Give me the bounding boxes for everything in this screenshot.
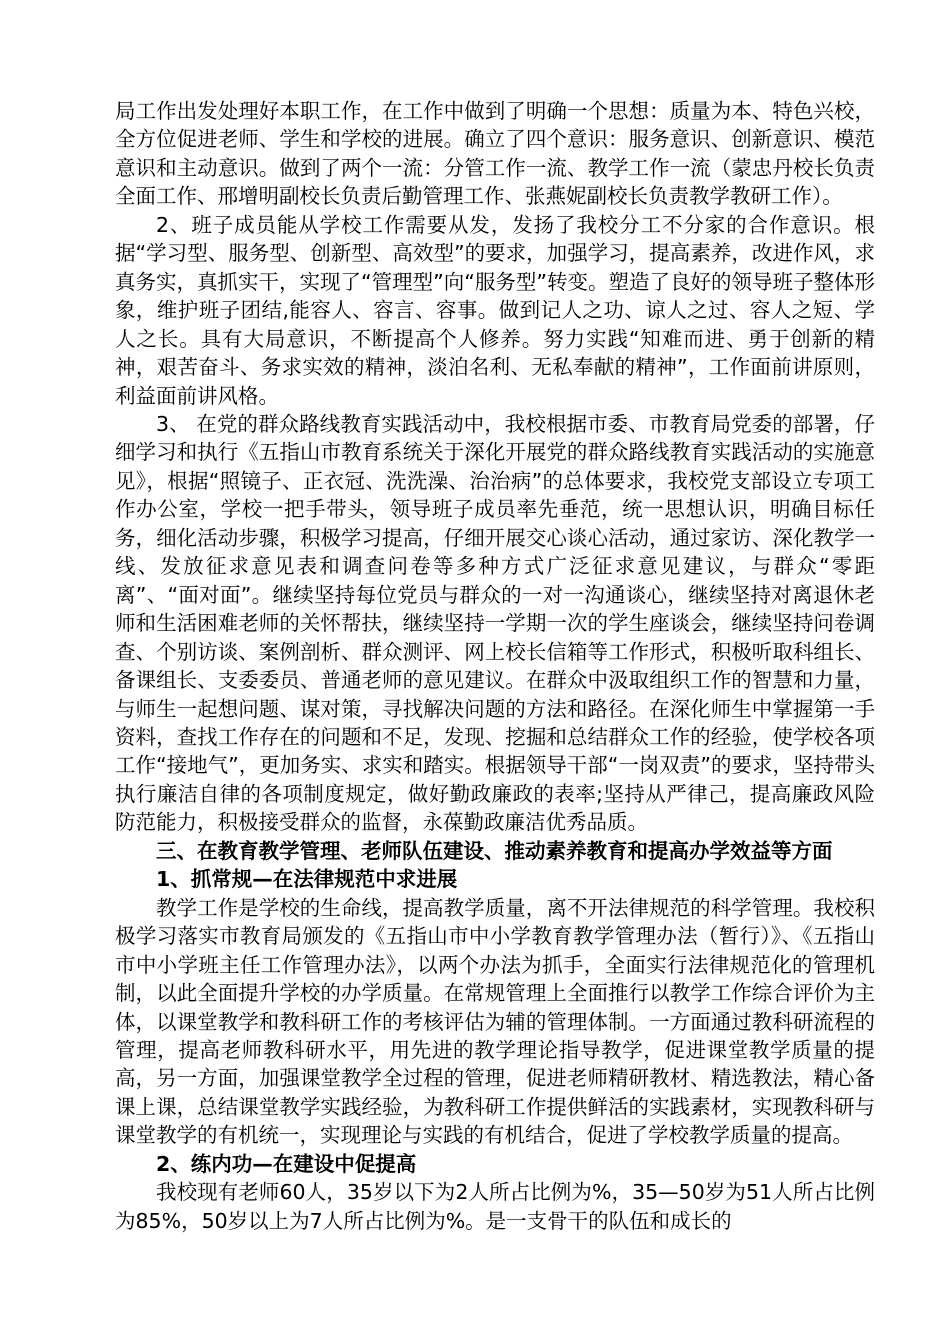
paragraph-4: 教学工作是学校的生命线，提高教学质量，离不开法律规范的科学管理。我校积极学习落实市教育局颁发的《五指山市中小学教育教学管理办法（暂行）》、《五指山市中小学班主任工作管理办法》，以两个办法为抓手，全面实行法律规范化的管理机制，以此全面提升学校的办学质量。在常规管理上全面推行以教学工作综合评价为主体，以课堂教学和教科研工作的考核评估为辅的管理体制。一方面通过教科研流程的管理，提高老师教科研水平，用先进的教学理论指导教学，促进课堂教学质量的提高，另一方面，加强课堂教学全过程的管理，促进老师精研教材、精选教法，精心备课上课，总结课堂教学实践经验，为教科研工作提供鲜活的实践素材，实现教科研与课堂教学的有机统一，实现理论与实践的有机结合，促进了学校教学质量的提高。 (115, 895, 875, 1148)
document-page (115, 97, 875, 1235)
paragraph-2: 2、班子成员能从学校工作需要从发，发扬了我校分工不分家的合作意识。根据“学习型、服务型、创新型、高效型”的要求，加强学习，提高素养，改进作风，求真务实，真抓实干，实现了“管理型”向“服务型”转变。塑造了良好的领导班子整体形象，维护班子团结,能容人、容言、容事。做到记人之功、谅人之过、容人之短、学人之长。具有大局意识，不断提高个人修养。努力实践“知难而进、勇于创新的精神，艰苦奋斗、务求实效的精神，淡泊名利、无私奉献的精神”，工作面前讲原则，利益面前讲风格。 (115, 212, 875, 408)
paragraph-5: 我校现有老师60人，35岁以下为2人所占比例为%，35—50岁为51人所占比例为85%，50岁以上为7人所占比例为%。是一支骨干的队伍和成长的 (115, 1180, 875, 1233)
paragraph-3: 3、 在党的群众路线教育实践活动中，我校根据市委、市教育局党委的部署，仔细学习和执行《五指山市教育系统关于深化开展党的群众路线教育实践活动的实施意见》，根据“照镜子、正衣冠、洗洗澡、治治病”的总体要求，我校党支部设立专项工作办公室，学校一把手带头，领导班子成员率先垂范，统一思想认识，明确目标任务，细化活动步骤，积极学习提高，仔细开展交心谈心活动，通过家访、深化教学一线、发放征求意见表和调查问卷等多种方式广泛征求意见建议，与群众“零距离”、“面对面”。继续坚持每位党员与群众的一对一沟通谈心，继续坚持对离退休老师和生活困难老师的关怀帮扶，继续坚持一学期一次的学生座谈会，继续坚持问卷调查、个别访谈、案例剖析、群众测评、网上校长信箱等工作形式，积极听取科组长、备课组长、支委委员、普通老师的意见建议。在群众中汲取组织工作的智慧和力量，与师生一起想问题、谋对策，寻找解决问题的方法和路径。在深化师生中掌握第一手资料，查找工作存在的问题和不足，发现、挖掘和总结群众工作的经验，使学校各项工作“接地气”，更加务实、求实和踏实。根据领导干部“一岗双责”的要求，坚持带头执行廉洁自律的各项制度规定，做好勤政廉政的表率;坚持从严律己，提高廉政风险防范能力，积极接受群众的监督，永葆勤政廉洁优秀品质。 (115, 411, 875, 835)
subsection-heading-1: 1、抓常规—在法律规范中求进展 (156, 867, 458, 892)
subsection-heading-2: 2、练内功—在建设中促提高 (156, 1151, 417, 1176)
paragraph-1: 局工作出发处理好本职工作，在工作中做到了明确一个思想：质量为本、特色兴校，全方位促进老师、学生和学校的进展。确立了四个意识：服务意识、创新意识、模范意识和主动意识。做到了两个一流：分管工作一流、教学工作一流（蒙忠丹校长负责全面工作、邢增明副校长负责后勤管理工作、张燕妮副校长负责教学教研工作）。 (115, 99, 875, 209)
section-heading: 三、在教育教学管理、老师队伍建设、推动素养教育和提高办学效益等方面 (156, 838, 833, 863)
